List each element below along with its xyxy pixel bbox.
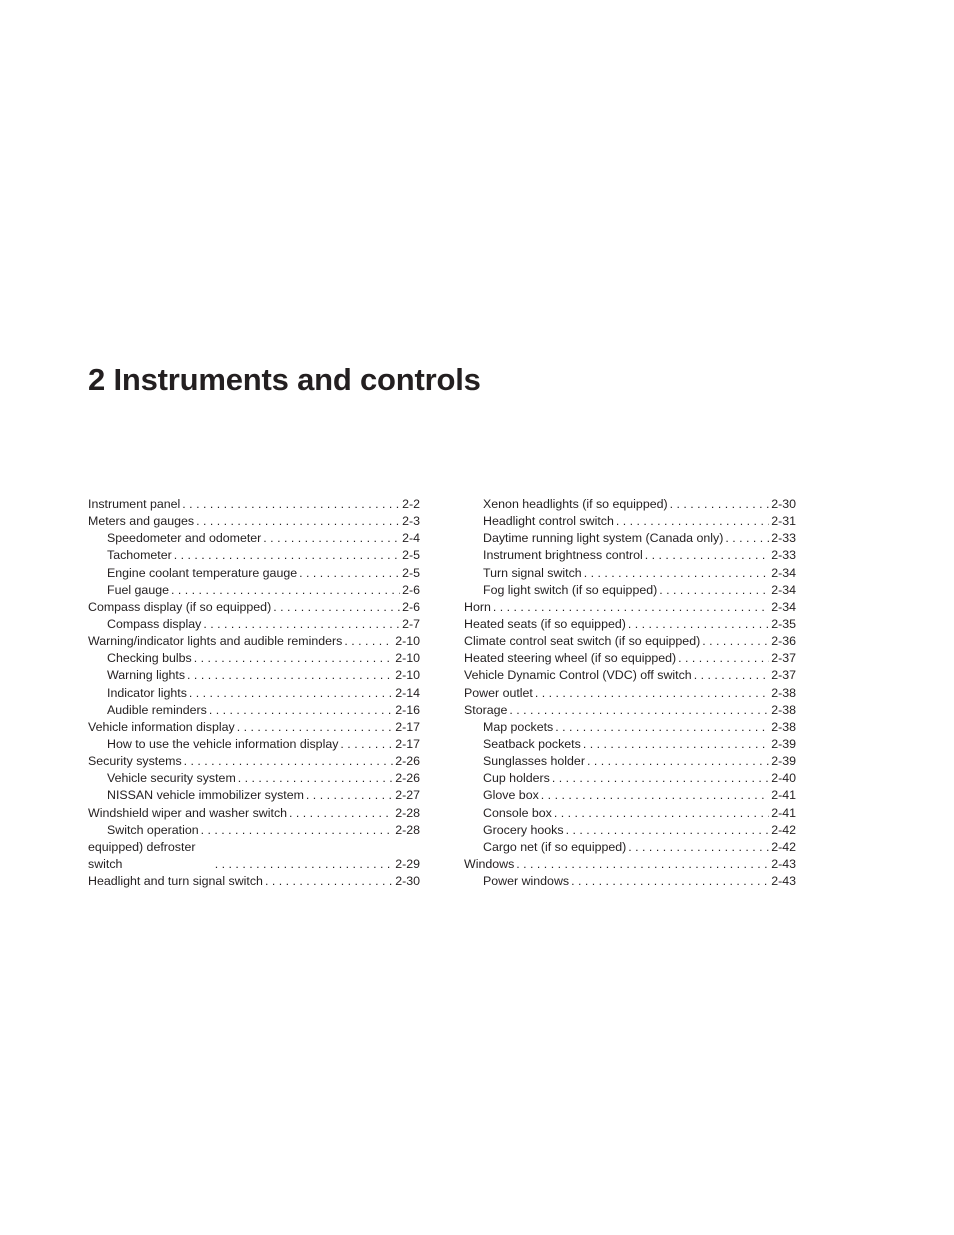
dot-leader [645, 547, 769, 564]
toc-entry[interactable] [88, 547, 420, 564]
dot-leader [702, 633, 769, 650]
toc-entry[interactable] [88, 530, 420, 547]
dot-leader [306, 787, 393, 804]
toc-entry-title: Tachometer [107, 548, 172, 563]
dot-leader [340, 736, 393, 753]
toc-entry-title: Meters and gauges [88, 514, 195, 529]
toc-entry-page: 2-7 [402, 616, 420, 631]
dot-leader [171, 582, 400, 599]
toc-entry-title: Fuel gauge [107, 582, 170, 597]
dot-leader [509, 702, 769, 719]
toc-entry-page: 2-16 [395, 702, 420, 717]
dot-leader [566, 822, 770, 839]
toc-entry[interactable] [88, 650, 420, 667]
dot-leader [554, 805, 769, 822]
toc-entry-page: 2-28 [395, 822, 420, 837]
toc-entry[interactable] [88, 667, 420, 684]
dot-leader [263, 530, 400, 547]
toc-entry-page: 2-42 [771, 822, 796, 837]
dot-leader [587, 753, 769, 770]
toc-entry-page: 2-34 [771, 565, 796, 580]
toc-entry-page: 2-41 [771, 788, 796, 803]
toc-entry[interactable] [464, 839, 796, 856]
toc-entry-title: Sunglasses holder [483, 754, 585, 769]
toc-entry-page: 2-26 [395, 754, 420, 769]
toc-entry[interactable] [88, 702, 420, 719]
toc-column-right [464, 496, 796, 890]
toc-entry-page: 2-34 [771, 599, 796, 614]
toc-entry[interactable] [464, 530, 796, 547]
toc-entry-title: Vehicle Dynamic Control (VDC) off switch [464, 668, 692, 683]
dot-leader [238, 770, 393, 787]
toc-entry[interactable] [88, 873, 420, 890]
toc-entry-title: Security systems [88, 754, 182, 769]
dot-leader [516, 856, 769, 873]
dot-leader [237, 719, 393, 736]
toc-entry[interactable] [464, 822, 796, 839]
toc-entry[interactable] [464, 753, 796, 770]
dot-leader [584, 565, 769, 582]
dot-leader [555, 719, 769, 736]
toc-entry-title: Heated steering wheel (if so equipped) [464, 651, 677, 666]
toc-entry-title: Map pockets [483, 719, 554, 734]
dot-leader [552, 770, 769, 787]
dot-leader [201, 822, 394, 839]
toc-entry-title: Instrument brightness control [483, 548, 643, 563]
toc-entry-page: 2-10 [395, 651, 420, 666]
toc-entry-title: Headlight control switch [483, 514, 614, 529]
toc-entry[interactable] [464, 599, 796, 616]
dot-leader [299, 565, 400, 582]
dot-leader [628, 839, 769, 856]
toc-entry-title: Audible reminders [107, 702, 207, 717]
dot-leader [493, 599, 769, 616]
toc-entry[interactable] [464, 787, 796, 804]
toc-entry[interactable] [464, 667, 796, 684]
dot-leader [194, 650, 393, 667]
toc-entry[interactable] [88, 496, 420, 513]
toc-entry-page: 2-39 [771, 736, 796, 751]
toc-entry-page: 2-38 [771, 719, 796, 734]
toc-entry-page: 2-4 [402, 531, 420, 546]
toc-entry-page: 2-31 [771, 514, 796, 529]
toc-entry-page: 2-6 [402, 599, 420, 614]
chapter-title: 2 Instruments and controls [88, 362, 481, 397]
toc-entry-title: Warning/indicator lights and audible reminders [88, 634, 343, 649]
toc-entry-page: 2-2 [402, 496, 420, 511]
toc-entry-title: Compass display [107, 616, 202, 631]
toc-entry-title: Storage [464, 702, 508, 717]
toc-entry-title: Heated seats (if so equipped) [464, 616, 626, 631]
toc-entry-page: 2-14 [395, 685, 420, 700]
toc-entry-title: Turn signal switch [483, 565, 582, 580]
toc-entry-title: Seatback pockets [483, 736, 581, 751]
toc-entry-title: Climate control seat switch (if so equipped) [464, 634, 701, 649]
dot-leader [628, 616, 769, 633]
toc-entry-page: 2-26 [395, 771, 420, 786]
toc-entry[interactable] [464, 650, 796, 667]
toc-entry-page: 2-30 [395, 874, 420, 889]
toc-entry-title: Engine coolant temperature gauge [107, 565, 298, 580]
toc-entry-page: 2-3 [402, 514, 420, 529]
toc-entry[interactable] [464, 770, 796, 787]
toc-entry-title: Headlight and turn signal switch [88, 874, 263, 889]
dot-leader [203, 616, 400, 633]
toc-entry[interactable] [464, 702, 796, 719]
toc-entry[interactable] [464, 582, 796, 599]
toc-entry[interactable] [464, 616, 796, 633]
dot-leader [289, 805, 393, 822]
toc-entry-title: Vehicle information display [88, 719, 235, 734]
toc-entry[interactable] [464, 565, 796, 582]
toc-entry-page: 2-41 [771, 805, 796, 820]
toc-entry-page: 2-38 [771, 702, 796, 717]
dot-leader [725, 530, 769, 547]
dot-leader [174, 547, 400, 564]
toc-entry-page: 2-10 [395, 668, 420, 683]
toc-entry-title: Glove box [483, 788, 539, 803]
toc-entry-page: 2-34 [771, 582, 796, 597]
toc-entry-title: NISSAN vehicle immobilizer system [107, 788, 304, 803]
toc-entry-title: Xenon headlights (if so equipped) [483, 496, 668, 511]
dot-leader [535, 685, 769, 702]
toc-entry[interactable] [88, 616, 420, 633]
dot-leader [583, 736, 769, 753]
toc-entry[interactable] [88, 719, 420, 736]
dot-leader [215, 856, 393, 873]
toc-entry[interactable] [464, 805, 796, 822]
toc-entry-page: 2-10 [395, 634, 420, 649]
dot-leader [209, 702, 393, 719]
toc-entry-page: 2-28 [395, 805, 420, 820]
toc-entry[interactable] [464, 547, 796, 564]
toc-entry-page: 2-6 [402, 582, 420, 597]
toc-entry[interactable] [464, 633, 796, 650]
toc-entry[interactable] [464, 719, 796, 736]
toc-entry-title: equipped) defroster switch [88, 839, 196, 871]
dot-leader [187, 667, 393, 684]
toc-entry-page: 2-36 [771, 634, 796, 649]
dot-leader [344, 633, 393, 650]
toc-column-left [88, 496, 420, 890]
toc-entry[interactable] [464, 856, 796, 873]
toc-entry-title: Checking bulbs [107, 651, 192, 666]
dot-leader [659, 582, 769, 599]
toc-entry-title: Windshield wiper and washer switch [88, 805, 288, 820]
toc-entry[interactable] [88, 513, 420, 530]
dot-leader [265, 873, 393, 890]
dot-leader [182, 496, 400, 513]
toc-entry[interactable] [88, 599, 420, 616]
toc-entry-title: Console box [483, 805, 552, 820]
dot-leader [184, 753, 394, 770]
dot-leader [694, 667, 769, 684]
toc-entry-title: Compass display (if so equipped) [88, 599, 272, 614]
toc-entry-page: 2-40 [771, 771, 796, 786]
toc-entry[interactable] [88, 805, 420, 822]
toc-entry-page: 2-17 [395, 736, 420, 751]
toc-entry-title: Indicator lights [107, 685, 187, 700]
toc-entry-page: 2-30 [771, 496, 796, 511]
toc-entry-page: 2-42 [771, 839, 796, 854]
dot-leader [678, 650, 769, 667]
toc-entry-title: Power windows [483, 874, 570, 889]
toc-entry[interactable] [88, 633, 420, 650]
toc-entry[interactable] [464, 496, 796, 513]
toc-entry-title: Windows [464, 856, 515, 871]
toc-entry[interactable] [88, 839, 420, 873]
toc-entry-page: 2-5 [402, 548, 420, 563]
toc-entry-page: 2-38 [771, 685, 796, 700]
toc-entry[interactable] [88, 770, 420, 787]
toc-entry[interactable] [88, 822, 420, 839]
toc-entry-page: 2-37 [771, 668, 796, 683]
toc-entry-title: Instrument panel [88, 496, 181, 511]
toc-entry-title: Speedometer and odometer [107, 531, 262, 546]
toc-entry-title: Horn [464, 599, 491, 614]
toc-entry-title: Power outlet [464, 685, 533, 700]
toc-entry-page: 2-27 [395, 788, 420, 803]
dot-leader [616, 513, 769, 530]
toc-entry[interactable] [88, 685, 420, 702]
dot-leader [189, 685, 393, 702]
toc-entry[interactable] [464, 873, 796, 890]
toc-entry-title: Cup holders [483, 771, 550, 786]
toc-entry-title: Vehicle security system [107, 771, 236, 786]
toc-entry-page: 2-33 [771, 531, 796, 546]
dot-leader [541, 787, 769, 804]
toc-entry-title: Daytime running light system (Canada only) [483, 531, 724, 546]
toc-entry-title: Cargo net (if so equipped) [483, 839, 627, 854]
toc-entry-page: 2-33 [771, 548, 796, 563]
toc-entry-page: 2-43 [771, 874, 796, 889]
toc-entry[interactable] [464, 685, 796, 702]
toc-entry-title: Grocery hooks [483, 822, 564, 837]
dot-leader [196, 513, 400, 530]
toc-entry-title: Fog light switch (if so equipped) [483, 582, 658, 597]
toc-entry-page: 2-37 [771, 651, 796, 666]
toc-entry-title: Switch operation [107, 822, 199, 837]
toc-entry[interactable] [464, 736, 796, 753]
toc-entry[interactable] [464, 513, 796, 530]
dot-leader [571, 873, 769, 890]
dot-leader [670, 496, 770, 513]
toc-entry-title: Warning lights [107, 668, 186, 683]
toc-entry-page: 2-5 [402, 565, 420, 580]
toc-entry-page: 2-39 [771, 754, 796, 769]
toc-entry[interactable] [88, 565, 420, 582]
toc-entry-page: 2-29 [395, 856, 420, 871]
toc-entry[interactable] [88, 753, 420, 770]
toc-entry-page: 2-17 [395, 719, 420, 734]
toc-entry-page: 2-35 [771, 616, 796, 631]
toc-entry-page: 2-43 [771, 856, 796, 871]
toc-entry[interactable] [88, 582, 420, 599]
toc-entry[interactable] [88, 736, 420, 753]
toc-entry[interactable] [88, 787, 420, 804]
toc-entry-title: How to use the vehicle information display [107, 736, 339, 751]
dot-leader [273, 599, 400, 616]
